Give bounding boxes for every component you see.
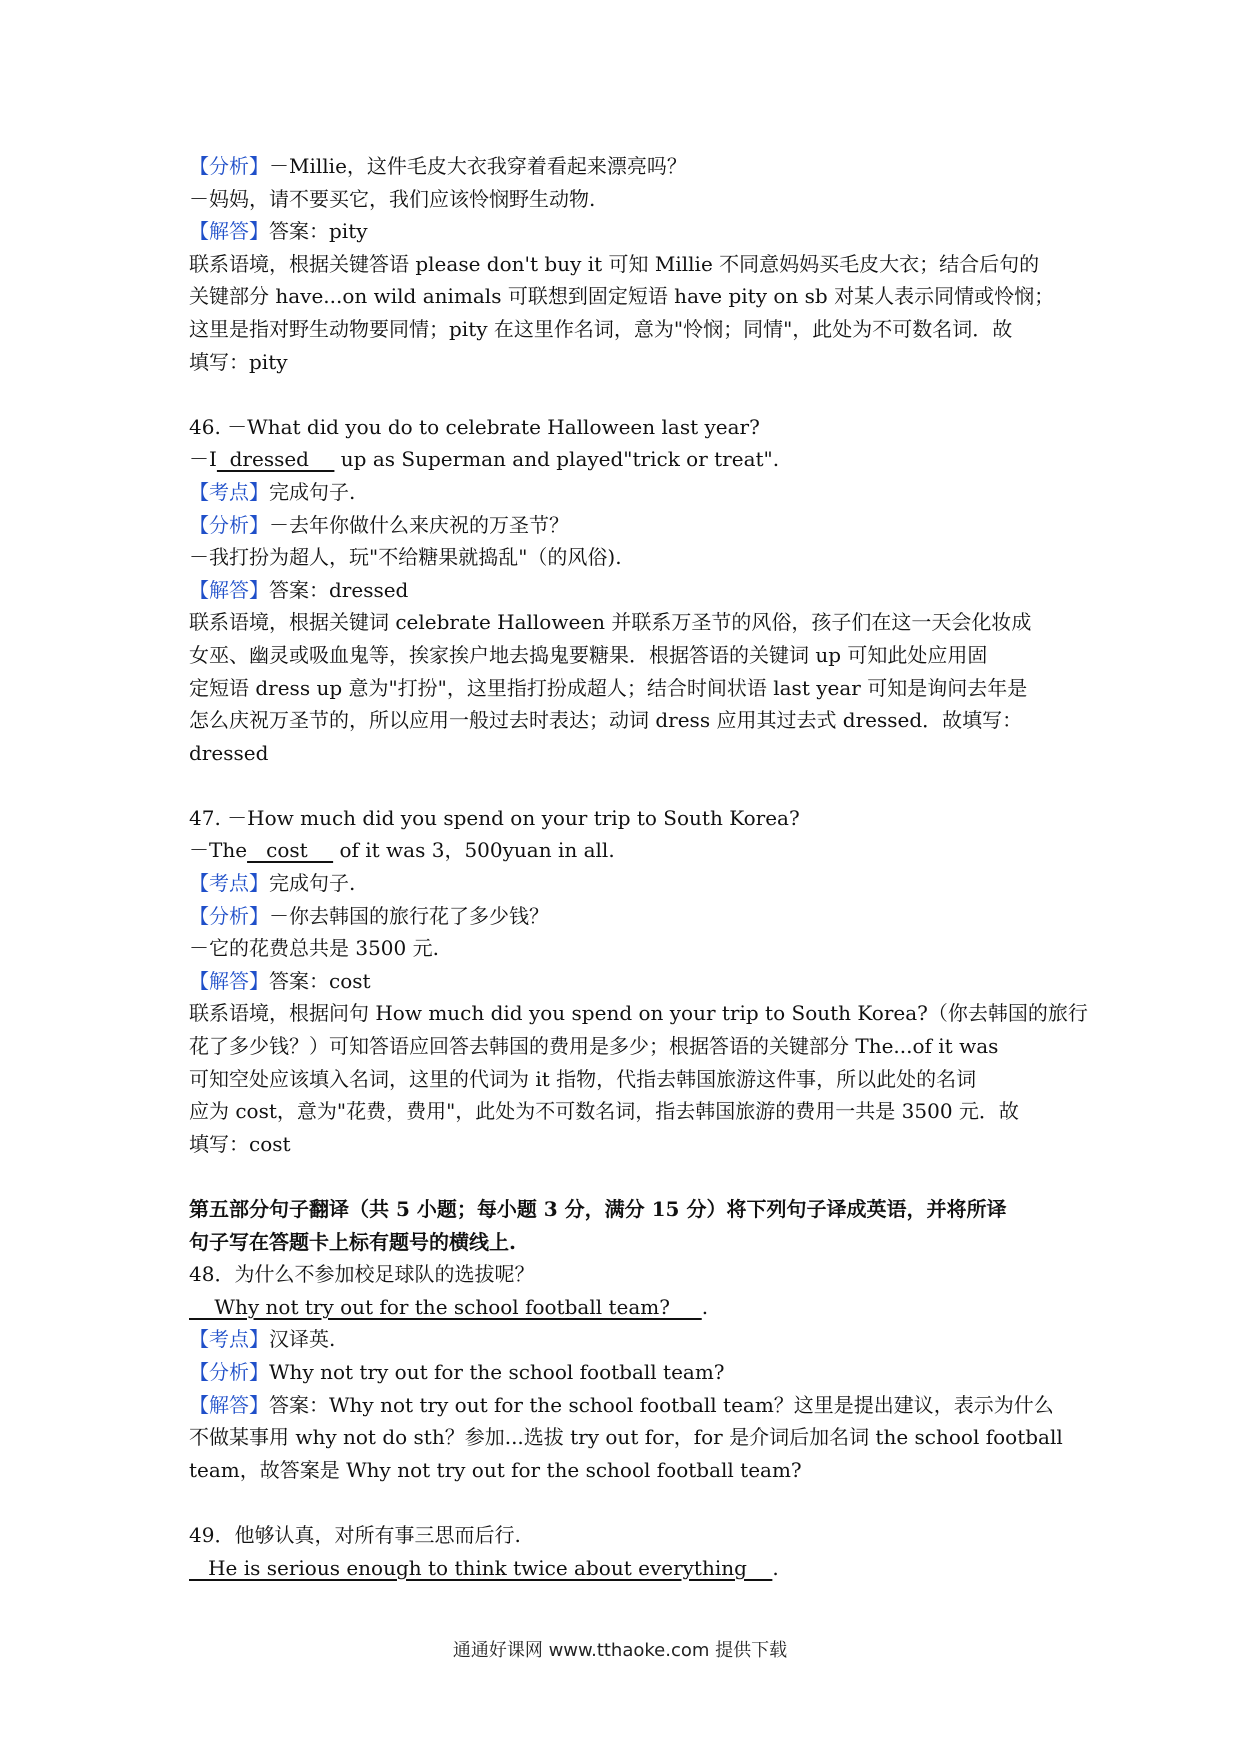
label-tag: 【分析】 — [189, 1359, 269, 1384]
line-text: 定短语 dress up 意为"打扮"，这里指打扮成超人；结合时间状语 last year 可知是询问去年是 — [189, 675, 1028, 700]
text-line — [189, 802, 1059, 835]
line-text: dressed — [189, 740, 269, 765]
text-line — [189, 215, 1059, 248]
paragraph-gap — [189, 1486, 1059, 1519]
text-line — [189, 248, 1059, 281]
text-line — [189, 932, 1059, 965]
text-line — [189, 1258, 1059, 1291]
line-text: Why not try out for the school football team? — [269, 1359, 725, 1384]
line-text: 答案：cost — [269, 968, 371, 993]
line-text: 这里是指对野生动物要同情；pity 在这里作名词，意为"怜悯；同情"，此处为不可数名词．故 — [189, 316, 1013, 341]
section-heading-line — [189, 1193, 1059, 1226]
line-text: 第五部分句子翻译（共 5 小题；每小题 3 分，满分 15 分）将下列句子译成英语，并将所译 — [189, 1197, 1007, 1221]
label-tag: 【分析】 — [189, 903, 269, 928]
line-text: 答案：pity — [269, 219, 368, 244]
text-line — [189, 1389, 1059, 1422]
answer-suffix: . — [701, 1294, 709, 1319]
label-tag: 【分析】 — [189, 512, 269, 537]
line-text: 49．他够认真，对所有事三思而后行. — [189, 1522, 521, 1547]
label-tag: 【考点】 — [189, 479, 269, 504]
paragraph-gap — [189, 1160, 1059, 1193]
line-text: 关键部分 have...on wild animals 可联想到固定短语 have pity on sb 对某人表示同情或怜悯； — [189, 284, 1055, 309]
text-line — [189, 280, 1059, 313]
text-line — [189, 183, 1059, 216]
answer-suffix: up as Superman and played"trick or treat". — [334, 447, 780, 472]
text-line — [189, 737, 1059, 770]
text-line — [189, 1030, 1059, 1063]
label-tag: 【考点】 — [189, 871, 269, 896]
line-text: 应为 cost，意为"花费，费用"，此处为不可数名词，指去韩国旅游的费用一共是 3500 元．故 — [189, 1099, 1019, 1124]
text-line — [189, 1552, 1059, 1585]
text-line — [189, 900, 1059, 933]
text-line — [189, 541, 1059, 574]
text-line — [189, 1128, 1059, 1161]
line-text: 联系语境，根据关键词 celebrate Halloween 并联系万圣节的风俗，孩子们在这一天会化妆成 — [189, 610, 1032, 635]
line-text: －Millie，这件毛皮大衣我穿着看起来漂亮吗？ — [269, 154, 687, 178]
text-line — [189, 997, 1088, 1030]
label-tag: 【解答】 — [189, 577, 269, 602]
label-tag: 【分析】 — [189, 154, 269, 178]
section-heading-line — [189, 1226, 1059, 1259]
line-text: 答案：Why not try out for the school football team？这里是提出建议，表示为什么 — [269, 1392, 1054, 1417]
text-line — [189, 1421, 1063, 1454]
label-tag: 【解答】 — [189, 968, 269, 993]
text-line — [189, 509, 1059, 542]
line-text: 不做某事用 why not do sth？参加...选拔 try out for，for 是介词后加名词 the school football — [189, 1425, 1063, 1450]
text-line — [189, 1519, 1059, 1552]
line-text: －它的花费总共是 3500 元. — [189, 936, 439, 961]
line-text: 可知空处应该填入名词，这里的代词为 it 指物，代指去韩国旅游这件事，所以此处的名词 — [189, 1066, 977, 1091]
line-text: 答案：dressed — [269, 577, 409, 602]
text-line — [189, 834, 1059, 867]
line-text: 句子写在答题卡上标有题号的横线上. — [189, 1229, 516, 1254]
line-text: 完成句子. — [269, 871, 356, 896]
text-line — [189, 1291, 1059, 1324]
line-text: 联系语境，根据问句 How much did you spend on your trip to South Korea?（你去韩国的旅行 — [189, 1001, 1088, 1026]
line-text: 48．为什么不参加校足球队的选拔呢？ — [189, 1262, 535, 1287]
answer-blank: He is serious enough to think twice about everything — [189, 1555, 773, 1580]
text-line — [189, 150, 1059, 183]
text-line — [189, 965, 1059, 998]
text-line — [189, 1063, 1059, 1096]
line-text: －去年你做什么来庆祝的万圣节？ — [269, 512, 569, 537]
answer-prefix: －I — [189, 447, 217, 472]
text-line — [189, 574, 1059, 607]
answer-blank: cost — [247, 838, 334, 863]
line-text: －我打扮为超人，玩"不给糖果就捣乱"（的风俗). — [189, 545, 622, 570]
answer-suffix: of it was 3，500yuan in all. — [333, 838, 615, 863]
line-text: team，故答案是 Why not try out for the school football team? — [189, 1457, 802, 1482]
answer-blank: Why not try out for the school football team? — [189, 1294, 702, 1319]
text-line — [189, 672, 1059, 705]
answer-suffix: . — [772, 1555, 779, 1580]
label-tag: 【解答】 — [189, 219, 269, 244]
label-tag: 【解答】 — [189, 1392, 269, 1417]
text-line — [189, 346, 1059, 379]
text-line — [189, 1454, 1059, 1487]
line-text: 汉译英. — [269, 1327, 336, 1352]
line-text: 女巫、幽灵或吸血鬼等，挨家挨户地去捣鬼要糖果．根据答语的关键词 up 可知此处应用固 — [189, 642, 988, 667]
text-line — [189, 639, 1059, 672]
text-line — [189, 476, 1059, 509]
text-line — [189, 443, 1059, 476]
line-text: 完成句子. — [269, 479, 356, 504]
paragraph-gap — [189, 378, 1059, 411]
text-line — [189, 867, 1059, 900]
text-line — [189, 313, 1059, 346]
text-line — [189, 1095, 1059, 1128]
text-line — [189, 606, 1059, 639]
line-text: 46. －What did you do to celebrate Halloween last year? — [189, 414, 760, 439]
text-line — [189, 411, 1059, 444]
line-text: 填写：pity — [189, 349, 288, 374]
answer-prefix: －The — [189, 838, 248, 863]
text-line — [189, 1323, 1059, 1356]
line-text: 联系语境，根据关键答语 please don't buy it 可知 Millie 不同意妈妈买毛皮大衣；结合后句的 — [189, 251, 1040, 276]
text-line — [189, 1356, 1059, 1389]
document-body — [189, 150, 1088, 1584]
line-text: 47. －How much did you spend on your trip to South Korea? — [189, 805, 800, 830]
answer-blank: dressed — [216, 447, 335, 472]
page-footer: 通通好课网 www.tthaoke.com 提供下载 — [452, 1640, 788, 1661]
label-tag: 【考点】 — [189, 1327, 269, 1352]
line-text: 填写：cost — [189, 1131, 291, 1156]
line-text: 怎么庆祝万圣节的，所以应用一般过去时表达；动词 dress 应用其过去式 dressed．故填写： — [189, 708, 1023, 733]
paragraph-gap — [189, 769, 1059, 802]
line-text: －你去韩国的旅行花了多少钱？ — [269, 903, 549, 928]
text-line — [189, 704, 1059, 737]
line-text: 花了多少钱？）可知答语应回答去韩国的费用是多少；根据答语的关键部分 The...of it was — [189, 1034, 999, 1059]
line-text: －妈妈，请不要买它，我们应该怜悯野生动物. — [189, 186, 596, 211]
